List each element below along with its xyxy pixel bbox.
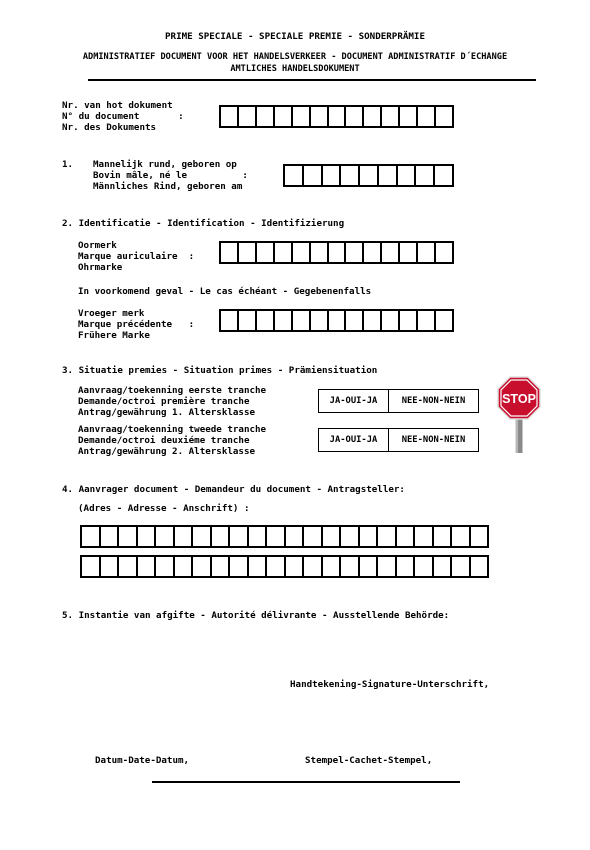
ear-tag-field[interactable] [219,241,454,264]
document-subtitle: ADMINISTRATIEF DOCUMENT VOOR HET HANDELSVERKEER - DOCUMENT ADMINISTRATIF D´ECHANGE [82,52,508,62]
section3-heading: 3. Situatie premies - Situation primes - Prämiensituation [62,365,378,376]
doc-number-label-nl: Nr. van hot dokument [62,100,173,111]
date-label: Datum-Date-Datum, [95,755,190,766]
tranche1-yes-option[interactable]: JA-OUI-JA [329,396,378,406]
previous-tag-label-de: Frühere Marke [78,330,150,341]
tranche1-options [318,389,479,413]
tranche2-label-de: Antrag/gewährung 2. Altersklasse [78,446,256,457]
ear-tag-label-fr: Marque auriculaire : [78,251,195,262]
stop-sign-text: STOP [502,392,536,406]
footer-rule [152,781,460,783]
address-label: (Adres - Adresse - Anschrift) : [78,503,250,514]
header-rule [88,79,536,81]
previous-tag-label-nl: Vroeger merk [78,308,145,319]
section4-heading: 4. Aanvrager document - Demandeur du document - Antragsteller: [62,484,405,495]
address-field-line-2[interactable] [80,555,489,578]
tranche1-label-fr: Demande/octroi première tranche [78,396,250,407]
birth-date-label-nl: Mannelijk rund, geboren op [93,159,237,170]
tranche2-options [318,428,479,452]
ear-tag-label-nl: Oormerk [78,240,117,251]
signature-label: Handtekening-Signature-Unterschrift, [290,679,490,690]
doc-number-field[interactable] [219,105,454,128]
document-title: PRIME SPECIALE - SPECIALE PREMIE - SONDERPRÄMIE [165,31,425,42]
tranche2-no-option[interactable]: NEE-NON-NEIN [388,429,478,451]
tranche1-no-option[interactable]: NEE-NON-NEIN [388,390,478,412]
section5-heading: 5. Instantie van afgifte - Autorité délivrante - Ausstellende Behörde: [62,610,450,621]
previous-tag-field[interactable] [219,309,454,332]
tranche2-yes-option[interactable]: JA-OUI-JA [329,435,378,445]
birth-date-label-de: Männliches Rind, geboren am [93,181,243,192]
doc-number-label-de: Nr. des Dokuments [62,122,157,133]
document-subtitle-2: AMTLICHES HANDELSDOKUMENT [230,64,360,74]
case-note: In voorkomend geval - Le cas échéant - Gegebenenfalls [78,286,372,297]
stop-sign-icon [497,376,541,454]
birth-date-label-fr: Bovin mâle, né le : [93,170,248,181]
tranche2-label-nl: Aanvraag/toekenning tweede tranche [78,424,267,435]
stamp-label: Stempel-Cachet-Stempel, [305,755,433,766]
section2-heading: 2. Identificatie - Identification - Identifizierung [62,218,345,229]
doc-number-label-fr: N° du document : [62,111,184,122]
birth-date-field[interactable] [283,164,454,187]
ear-tag-label-de: Ohrmarke [78,262,123,273]
tranche1-label-nl: Aanvraag/toekenning eerste tranche [78,385,267,396]
tranche1-label-de: Antrag/gewährung 1. Altersklasse [78,407,256,418]
address-field-line-1[interactable] [80,525,489,548]
section1-number: 1. [62,159,74,170]
previous-tag-label-fr: Marque précédente : [78,319,195,330]
tranche2-label-fr: Demande/octroi deuxiéme tranche [78,435,250,446]
